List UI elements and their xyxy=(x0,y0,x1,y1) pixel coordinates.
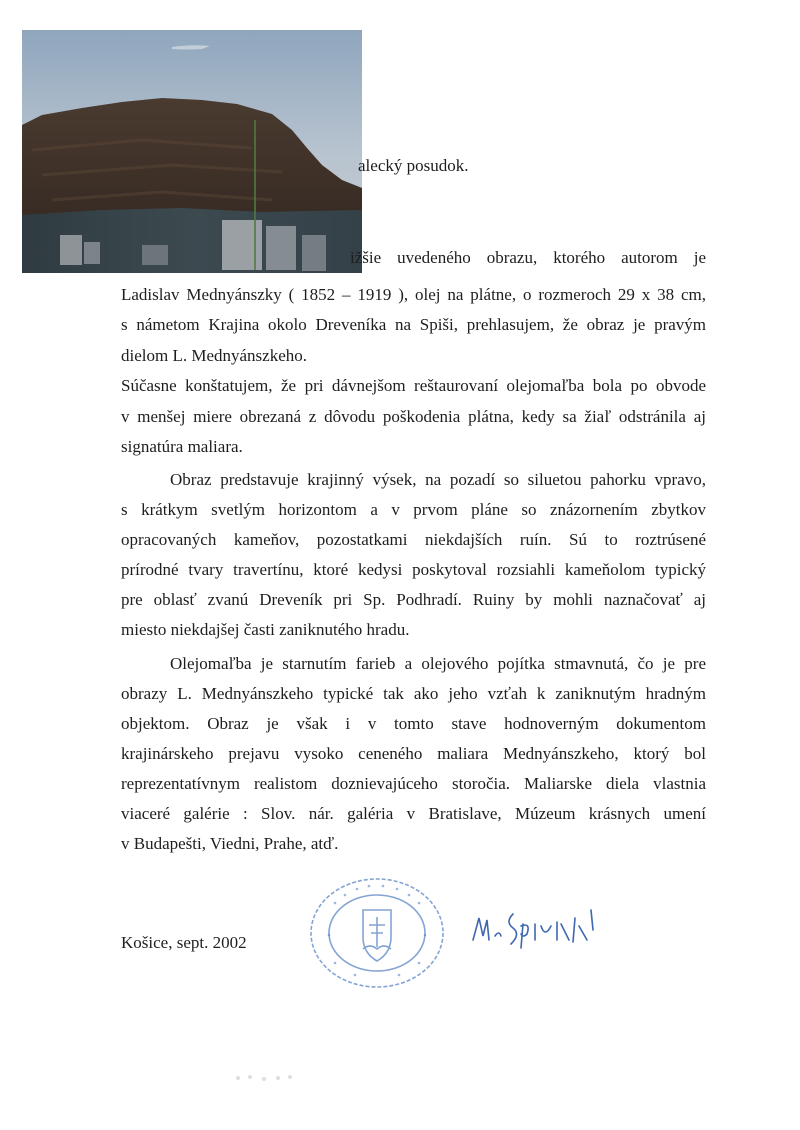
scan-smudge xyxy=(230,1068,300,1088)
p4-line-4: krajinárskeho prejavu vysoko ceneného maliara Mednyánszkeho, ktorý bol xyxy=(121,744,706,763)
official-stamp xyxy=(305,875,455,990)
p1-line-1: ižšie uvedeného obrazu, ktorého autorom je xyxy=(350,248,706,267)
p2-line-1: Súčasne konštatujem, že pri dávnejšom reštaurovaní olejomaľba bola po obvode xyxy=(121,376,706,395)
p4-line-7: v Budapešti, Viedni, Prahe, atď. xyxy=(121,834,339,853)
heading-fragment: alecký posudok. xyxy=(358,156,469,175)
p3-line-4: prírodné tvary travertínu, ktoré kedysi poskytoval rozsiahli kameňolom typický xyxy=(121,560,706,579)
p2-line-3: signatúra maliara. xyxy=(121,437,243,456)
painting-photo xyxy=(22,30,362,273)
p1-line-2: Ladislav Mednyánszky ( 1852 – 1919 ), olej na plátne, o rozmeroch 29 x 38 cm, xyxy=(121,285,706,304)
p4-line-3: objektom. Obraz je však i v tomto stave hodnoverným dokumentom xyxy=(121,714,706,733)
p3-line-1: Obraz predstavuje krajinný výsek, na pozadí so siluetou pahorku vpravo, xyxy=(170,470,706,489)
p3-line-5: pre oblasť zvanú Dreveník pri Sp. Podhradí. Ruiny by mohli naznačovať aj xyxy=(121,590,706,609)
signature xyxy=(465,900,610,955)
p3-line-6: miesto niekdajšej časti zaniknutého hradu. xyxy=(121,620,410,639)
p1-line-3: s námetom Krajina okolo Dreveníka na Spiši, prehlasujem, že obraz je pravým xyxy=(121,315,706,334)
p4-line-2: obrazy L. Mednyánszkeho typické tak ako jeho vzťah k zaniknutým hradným xyxy=(121,684,706,703)
p4-line-5: reprezentatívnym realistom doznievajúceho storočia. Maliarske diela vlastnia xyxy=(121,774,706,793)
p4-line-1: Olejomaľba je starnutím farieb a olejového pojítka stmavnutá, čo je pre xyxy=(170,654,706,673)
p3-line-2: s krátkym svetlým horizontom a v prvom pláne so znázornením zbytkov xyxy=(121,500,706,519)
p4-line-6: viaceré galérie : Slov. nár. galéria v Bratislave, Múzeum krásnych umení xyxy=(121,804,706,823)
p2-line-2: v menšej miere obrezaná z dôvodu poškodenia plátna, kedy sa žiaľ odstránila aj xyxy=(121,407,706,426)
city-date: Košice, sept. 2002 xyxy=(121,933,247,952)
p3-line-3: opracovaných kameňov, pozostatkami niekdajších ruín. Sú to roztrúsené xyxy=(121,530,706,549)
p1-line-4: dielom L. Mednyánszkeho. xyxy=(121,346,308,365)
